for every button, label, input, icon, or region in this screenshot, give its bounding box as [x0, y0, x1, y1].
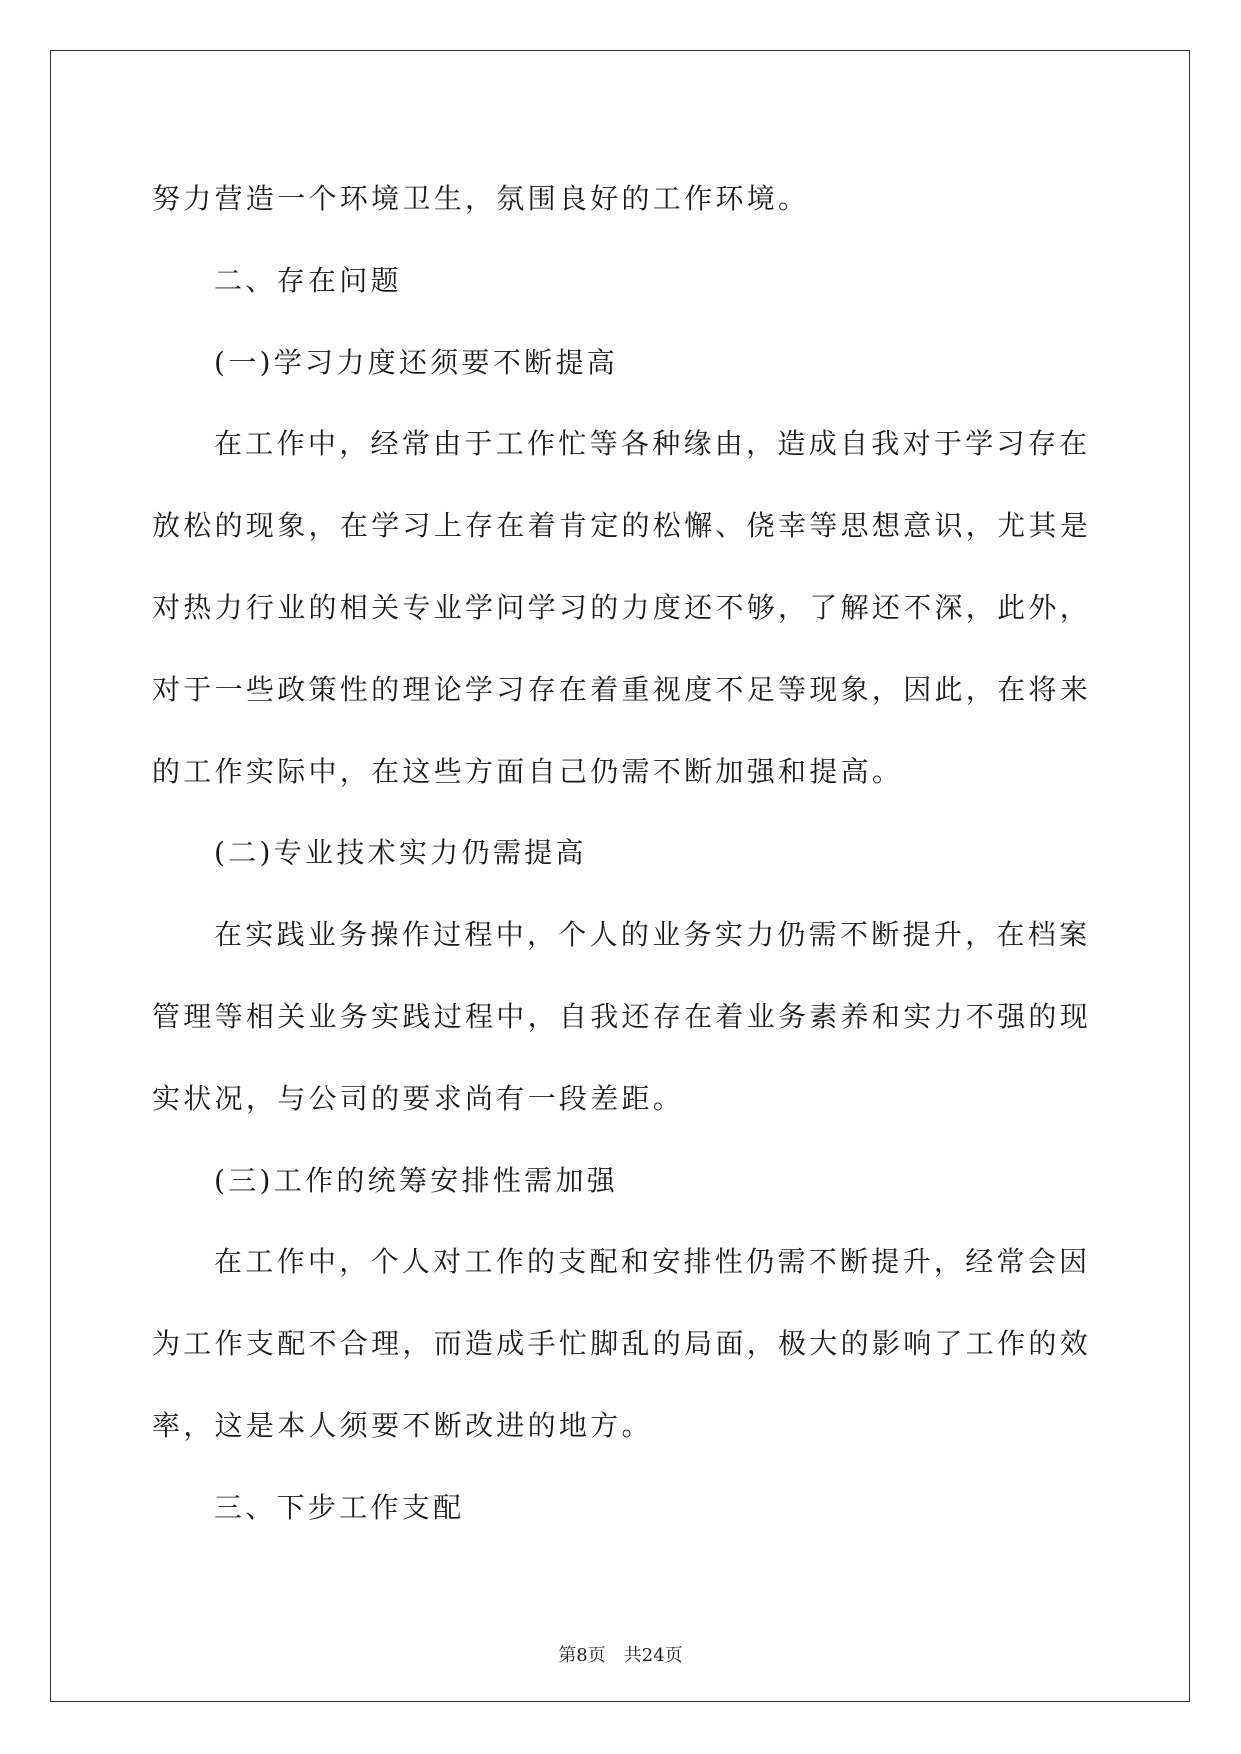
paragraph-line: 在实践业务操作过程中，个人的业务实力仍需不断提升，在档案: [214, 918, 1091, 952]
paragraph-line: 率，这是本人须要不断改进的地方。: [152, 1408, 653, 1442]
paragraph-line: 努力营造一个环境卫生，氛围良好的工作环境。: [152, 182, 810, 215]
paragraph-line: 在工作中，经常由于工作忙等各种缘由，造成自我对于学习存在: [214, 427, 1091, 461]
section-heading: 三、下步工作支配: [214, 1490, 465, 1524]
subsection-heading: (二)专业技术实力仍需提高: [214, 836, 587, 870]
subsection-heading: (一)学习力度还须要不断提高: [214, 345, 619, 379]
paragraph-line: 放松的现象，在学习上存在着肯定的松懈、侥幸等思想意识，尤其是: [152, 509, 1092, 543]
paragraph-line: 的工作实际中，在这些方面自己仍需不断加强和提高。: [152, 754, 904, 788]
page-footer: [0, 1641, 1241, 1667]
paragraph-line: 在工作中，个人对工作的支配和安排性仍需不断提升，经常会因: [214, 1245, 1091, 1279]
subsection-heading: (三)工作的统筹安排性需加强: [214, 1163, 619, 1197]
page-total: 共24页: [623, 1645, 683, 1666]
document-body: [152, 158, 1092, 1549]
paragraph-line: 为工作支配不合理，而造成手忙脚乱的局面，极大的影响了工作的效: [152, 1327, 1092, 1361]
section-heading: 二、存在问题: [214, 263, 402, 297]
paragraph-line: 实状况，与公司的要求尚有一段差距。: [152, 1081, 685, 1115]
paragraph-line: 对于一些政策性的理论学习存在着重视度不足等现象，因此，在将来: [152, 672, 1092, 706]
page-number: 第8页: [558, 1645, 606, 1666]
paragraph-line: 管理等相关业务实践过程中，自我还存在着业务素养和实力不强的现: [152, 999, 1092, 1033]
paragraph-line: 对热力行业的相关专业学问学习的力度还不够，了解还不深，此外，: [152, 590, 1092, 624]
